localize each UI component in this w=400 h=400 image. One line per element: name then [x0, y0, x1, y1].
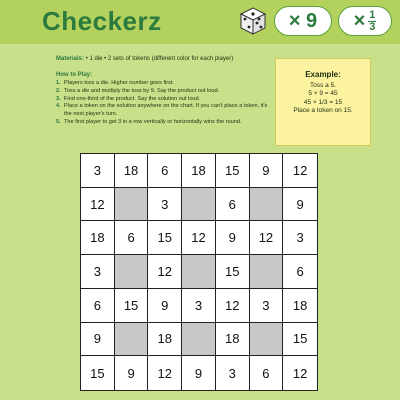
step-number: 4. — [56, 103, 61, 110]
materials-text: • 1 die • 2 sets of tokens (different color for each player) — [85, 56, 234, 62]
example-line: Place a token on 15. — [293, 107, 353, 114]
board-cell[interactable]: 12 — [283, 154, 317, 188]
step-text: Toss a die and multiply the toss by 9. Say the product out loud. — [64, 87, 220, 94]
step-text: The first player to get 3 in a row vertically or horizontally wins the round. — [64, 118, 242, 125]
board-cell[interactable]: 15 — [283, 323, 317, 357]
board-cell[interactable]: 9 — [283, 188, 317, 222]
example-line: 5 × 9 = 45 — [308, 90, 338, 97]
board-cell-shaded — [182, 255, 216, 289]
times-nine-label: × 9 — [288, 9, 318, 32]
step-number: 3. — [56, 95, 61, 102]
step-item — [56, 119, 268, 127]
board-cell[interactable]: 15 — [115, 289, 149, 323]
board-cell[interactable]: 12 — [216, 289, 250, 323]
board-cell[interactable]: 3 — [250, 289, 284, 323]
example-line: Toss a 5. — [309, 81, 336, 89]
board-cell[interactable]: 18 — [115, 154, 149, 188]
game-board — [80, 153, 318, 391]
one-third-fraction — [368, 10, 376, 33]
board-cell[interactable]: 18 — [216, 323, 250, 357]
step-item — [56, 103, 268, 119]
board-cell[interactable]: 6 — [216, 188, 250, 222]
board-cell-shaded — [182, 323, 216, 357]
board-cell[interactable]: 18 — [283, 289, 317, 323]
board-cell[interactable]: 9 — [250, 154, 284, 188]
board-cell[interactable]: 3 — [81, 154, 115, 188]
board-cell[interactable]: 6 — [81, 289, 115, 323]
example-box — [275, 58, 371, 146]
materials-label: Materials: — [56, 56, 85, 62]
board-cell[interactable]: 3 — [81, 255, 115, 289]
board-cell[interactable]: 3 — [216, 356, 250, 390]
board-cell[interactable]: 6 — [283, 255, 317, 289]
board-cell-shaded — [115, 323, 149, 357]
step-item — [56, 88, 268, 96]
times-nine-badge — [274, 6, 332, 36]
board-cell-shaded — [250, 188, 284, 222]
how-to-play-title: How to Play: — [56, 72, 93, 78]
step-item — [56, 96, 268, 104]
board-cell[interactable]: 15 — [216, 255, 250, 289]
board-cell[interactable]: 18 — [148, 323, 182, 357]
step-text: Find one-third of the product. Say the solution out loud. — [64, 95, 201, 102]
board-cell[interactable]: 12 — [148, 255, 182, 289]
board-cell[interactable]: 3 — [283, 221, 317, 255]
step-item — [56, 80, 268, 88]
step-text: Place a token on the solution anywhere on the chart. If you can't place a token, it's the next player's turn. — [64, 103, 268, 118]
example-line: 45 × 1/3 = 15 — [303, 98, 343, 106]
board-cell[interactable]: 12 — [182, 221, 216, 255]
board-cell[interactable]: 15 — [216, 154, 250, 188]
board-cell[interactable]: 18 — [81, 221, 115, 255]
fraction-numerator: 1 — [369, 8, 376, 21]
fraction-denominator: 3 — [369, 20, 376, 33]
board-cell[interactable]: 9 — [182, 356, 216, 390]
board-cell[interactable]: 6 — [115, 221, 149, 255]
step-number: 5. — [56, 118, 61, 125]
board-cell-shaded — [115, 188, 149, 222]
board-cell[interactable]: 6 — [250, 356, 284, 390]
board-cell[interactable]: 18 — [182, 154, 216, 188]
step-number: 2. — [56, 87, 61, 94]
board-cell[interactable]: 12 — [148, 356, 182, 390]
board-cell-shaded — [115, 255, 149, 289]
board-cell-shaded — [250, 323, 284, 357]
board-cell[interactable]: 9 — [216, 221, 250, 255]
board-cell[interactable]: 9 — [148, 289, 182, 323]
board-cell[interactable]: 6 — [148, 154, 182, 188]
page-title: Checkerz — [42, 6, 162, 36]
example-title: Example: — [305, 70, 341, 79]
board-cell[interactable]: 9 — [81, 323, 115, 357]
materials-line — [56, 55, 276, 63]
board-cell[interactable]: 12 — [81, 188, 115, 222]
board-cell-shaded — [250, 255, 284, 289]
board-cell[interactable]: 9 — [115, 356, 149, 390]
how-to-play-steps — [56, 80, 268, 127]
board-cell[interactable]: 3 — [148, 188, 182, 222]
die-icon — [238, 6, 268, 36]
times-sign: × — [353, 9, 366, 32]
board-cell-shaded — [182, 188, 216, 222]
board-cell[interactable]: 3 — [182, 289, 216, 323]
board-cell[interactable]: 12 — [292, 365, 308, 381]
times-one-third-badge — [338, 6, 392, 36]
step-number: 1. — [56, 80, 61, 86]
board-cell[interactable]: 15 — [81, 356, 115, 390]
board-cell[interactable]: 12 — [250, 221, 284, 255]
board-cell[interactable]: 15 — [148, 221, 182, 255]
step-text: Players toss a die. Higher number goes first. — [64, 80, 175, 86]
